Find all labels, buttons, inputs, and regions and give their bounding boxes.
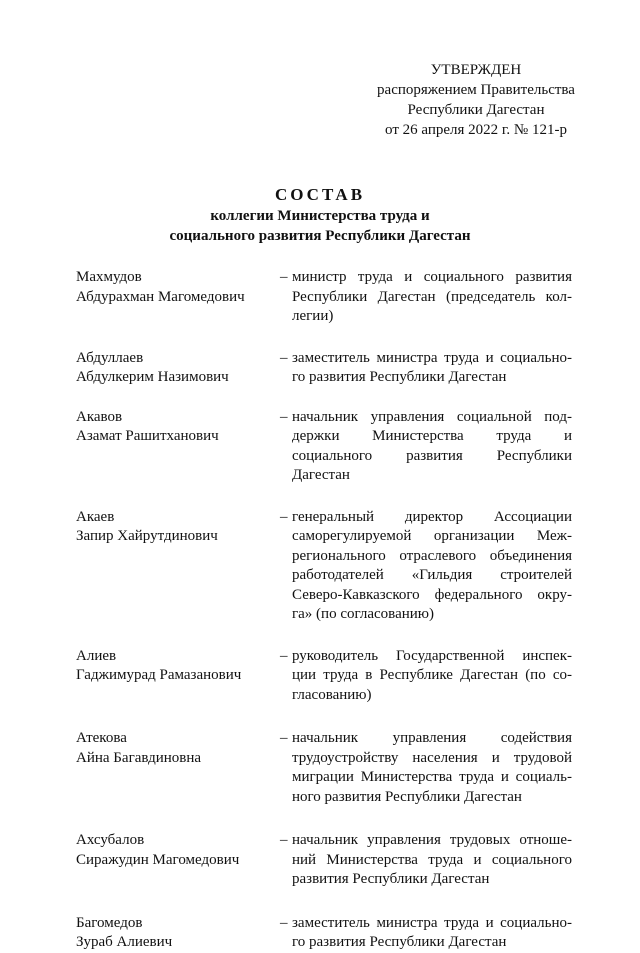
role-line: заместитель министра труда и социально- [292,349,572,366]
role-line: держки Министерства труда и [292,428,572,444]
member-name [76,349,280,388]
member-name [76,831,280,890]
member-entry [76,349,572,388]
member-given-name: Гаджимурад Рамазанович [76,667,242,683]
member-role [292,349,572,388]
title-main: СОСТАВ [274,185,366,204]
role-line: министр труда и социального развития [292,269,572,285]
member-given-name: Айна Багавдиновна [76,749,202,766]
role-line: го развития Республики Дагестан [292,369,507,385]
role-line: развития Республики Дагестан [292,871,490,887]
dash-separator: – [280,914,288,931]
member-role [292,647,572,706]
title-sub-line-1: коллегии Министерства труда и [210,208,430,224]
role-line: начальник управления трудовых отноше- [292,832,572,848]
role-line: легии) [292,308,334,324]
role-line: го развития Республики Дагестан [292,934,507,950]
member-role [292,729,572,807]
member-entry [76,508,572,625]
member-name [76,729,280,807]
role-line: начальник управления социальной под- [292,408,572,425]
member-surname: Махмудов [76,269,142,285]
role-line: Республики Дагестан (председатель кол- [292,288,572,305]
member-surname: Алиев [76,647,117,664]
role-line: регионального отраслевого объединения [292,547,572,564]
role-line: ного развития Республики Дагестан [292,788,522,805]
member-surname: Ахсубалов [76,832,145,848]
member-entry [76,408,572,486]
role-line: миграции Министерства труда и социаль- [292,769,572,785]
role-line: генеральный директор Ассоциации [292,508,572,525]
dash-separator: – [280,508,288,525]
approval-stamp [360,60,592,140]
dash-separator: – [280,832,288,848]
member-role [292,268,572,327]
approval-region: Республики Дагестан [407,102,545,118]
title-sub-line-2: социального развития Республики Дагестан [169,228,471,244]
role-line: заместитель министра труда и социально- [292,914,572,931]
approval-heading: УТВЕРЖДЕН [430,62,522,78]
member-name [76,268,280,327]
role-line: начальник управления содействия [292,730,572,746]
member-given-name: Азамат Рашитханович [76,428,219,444]
member-entry [76,914,572,953]
role-line: га» (по согласованию) [292,606,434,622]
member-surname: Багомедов [76,914,143,931]
role-line: Северо-Кавказского федерального окру- [292,586,572,603]
members-list [76,268,572,953]
approval-authority: распоряжением Правительства [377,82,575,98]
member-given-name: Запир Хайрутдинович [76,528,218,544]
member-surname: Атекова [76,730,127,746]
role-line: гласованию) [292,686,372,703]
document-title [0,184,640,246]
member-name [76,408,280,486]
dash-separator: – [280,730,288,746]
dash-separator: – [280,269,288,285]
member-given-name: Сиражудин Магомедович [76,851,240,868]
member-name [76,508,280,625]
role-line: саморегулируемой организации Меж- [292,528,572,544]
role-line: социального развития Республики [292,447,572,464]
member-entry [76,729,572,807]
role-line: ции труда в Республике Дагестан (по со- [292,667,572,683]
member-surname: Акавов [76,408,123,425]
member-name [76,914,280,953]
dash-separator: – [280,647,288,664]
member-surname: Абдуллаев [76,349,144,366]
member-entry [76,268,572,327]
role-line: ний Министерства труда и социального [292,851,572,868]
role-line: руководитель Государственной инспек- [292,647,572,664]
member-role [292,914,572,953]
member-given-name: Абдурахман Магомедович [76,288,245,305]
member-role [292,831,572,890]
dash-separator: – [280,408,288,425]
role-line: трудоустройству населения и трудовой [292,749,572,766]
member-entry [76,647,572,706]
member-given-name: Абдулкерим Назимович [76,369,229,385]
approval-date: от 26 апреля 2022 г. № 121-р [385,122,567,138]
member-surname: Акаев [76,508,115,525]
member-role [292,508,572,625]
role-line: Дагестан [292,467,350,483]
member-role [292,408,572,486]
member-given-name: Зураб Алиевич [76,934,173,950]
dash-separator: – [280,349,288,366]
member-entry [76,831,572,890]
role-line: работодателей «Гильдия строителей [292,567,572,583]
member-name [76,647,280,706]
